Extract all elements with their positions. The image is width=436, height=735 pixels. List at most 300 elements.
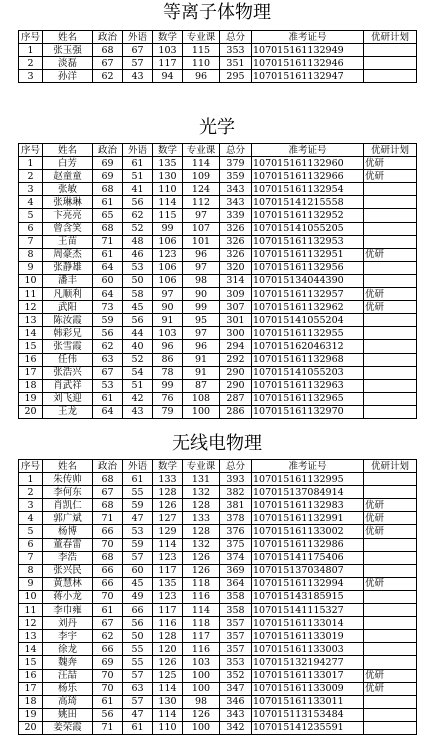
cell-index: 14 [19, 643, 43, 656]
section-title: 无线电物理 [172, 433, 262, 454]
cell-plan [364, 486, 417, 499]
header-col-plan: 优研计划 [364, 31, 417, 44]
cell-plan [364, 222, 417, 235]
cell-major-course: 112 [183, 196, 220, 209]
cell-politics: 61 [93, 392, 123, 405]
cell-total: 292 [220, 353, 252, 366]
cell-plan [364, 564, 417, 577]
cell-exam-id: 107015161132968 [252, 353, 364, 366]
cell-plan: 优研 [364, 170, 417, 183]
cell-exam-id: 107015161132956 [252, 261, 364, 274]
cell-plan [364, 643, 417, 656]
cell-major-course: 97 [183, 327, 220, 340]
cell-total: 352 [220, 669, 252, 682]
cell-math: 117 [153, 564, 183, 577]
cell-politics: 56 [93, 327, 123, 340]
cell-politics: 68 [93, 222, 123, 235]
cell-name: 黄慧林 [43, 577, 93, 590]
cell-exam-id: 107015161132954 [252, 183, 364, 196]
cell-total: 364 [220, 577, 252, 590]
cell-total: 346 [220, 695, 252, 708]
table-row [19, 590, 417, 603]
cell-foreign-language: 58 [123, 288, 153, 301]
cell-politics: 68 [93, 44, 123, 57]
table-body [19, 157, 417, 419]
cell-total: 358 [220, 590, 252, 603]
cell-total: 295 [220, 70, 252, 83]
cell-plan: 优研 [364, 157, 417, 170]
header-col-exam-id: 准考证号 [252, 460, 364, 473]
cell-foreign-language: 55 [123, 486, 153, 499]
cell-major-course: 99 [183, 301, 220, 314]
cell-index: 1 [19, 44, 43, 57]
cell-math: 126 [153, 656, 183, 669]
table-row [19, 353, 417, 366]
cell-index: 9 [19, 577, 43, 590]
cell-total: 326 [220, 248, 252, 261]
header-row [19, 31, 417, 44]
cell-index: 17 [19, 682, 43, 695]
cell-name: 汪喆 [43, 669, 93, 682]
cell-major-course: 126 [183, 551, 220, 564]
cell-plan: 优研 [364, 525, 417, 538]
cell-name: 白芳 [43, 157, 93, 170]
cell-major-course: 100 [183, 682, 220, 695]
cell-math: 114 [153, 196, 183, 209]
header-col-math: 数学 [153, 31, 183, 44]
cell-exam-id: 107015161132983 [252, 499, 364, 512]
cell-name: 潘丰 [43, 274, 93, 287]
cell-total: 314 [220, 274, 252, 287]
cell-index: 17 [19, 366, 43, 379]
cell-exam-id: 107015161133017 [252, 669, 364, 682]
cell-name: 李巾雍 [43, 604, 93, 617]
header-col-index: 序号 [19, 144, 43, 157]
cell-foreign-language: 47 [123, 512, 153, 525]
cell-name: 张敏 [43, 183, 93, 196]
table-row [19, 366, 417, 379]
cell-foreign-language: 52 [123, 353, 153, 366]
cell-name: 凡顺利 [43, 288, 93, 301]
cell-major-course: 100 [183, 721, 220, 734]
header-col-index: 序号 [19, 460, 43, 473]
cell-foreign-language: 66 [123, 604, 153, 617]
cell-name: 肖武祥 [43, 379, 93, 392]
cell-exam-id: 107015132194277 [252, 656, 364, 669]
cell-index: 8 [19, 564, 43, 577]
cell-name: 孙洋 [43, 70, 93, 83]
cell-math: 91 [153, 314, 183, 327]
cell-plan [364, 604, 417, 617]
cell-name: 朱传帅 [43, 473, 93, 486]
cell-name: 高琦 [43, 695, 93, 708]
cell-foreign-language: 56 [123, 314, 153, 327]
cell-major-course: 131 [183, 473, 220, 486]
cell-plan: 优研 [364, 577, 417, 590]
cell-politics: 67 [93, 366, 123, 379]
table-row [19, 392, 417, 405]
cell-name: 李浩 [43, 551, 93, 564]
cell-name: 张琳琳 [43, 196, 93, 209]
cell-plan [364, 695, 417, 708]
cell-exam-id: 107015137034807 [252, 564, 364, 577]
cell-index: 20 [19, 721, 43, 734]
cell-major-course: 97 [183, 209, 220, 222]
table-row [19, 44, 417, 57]
cell-exam-id: 107015161132960 [252, 157, 364, 170]
cell-math: 120 [153, 643, 183, 656]
cell-plan [364, 274, 417, 287]
cell-math: 99 [153, 222, 183, 235]
cell-index: 2 [19, 170, 43, 183]
table-row [19, 604, 417, 617]
cell-major-course: 115 [183, 44, 220, 57]
cell-politics: 71 [93, 512, 123, 525]
table-row [19, 196, 417, 209]
cell-plan [364, 70, 417, 83]
header-col-plan: 优研计划 [364, 144, 417, 157]
table-row [19, 222, 417, 235]
cell-math: 129 [153, 525, 183, 538]
header-row [19, 144, 417, 157]
header-col-foreign-language: 外语 [123, 31, 153, 44]
cell-math: 76 [153, 392, 183, 405]
cell-math: 103 [153, 327, 183, 340]
cell-major-course: 118 [183, 577, 220, 590]
table-row [19, 405, 417, 418]
cell-plan: 优研 [364, 301, 417, 314]
table-row [19, 525, 417, 538]
cell-politics: 61 [93, 248, 123, 261]
cell-name: 姚田 [43, 708, 93, 721]
table-header [19, 31, 417, 44]
cell-foreign-language: 56 [123, 196, 153, 209]
cell-major-course: 128 [183, 499, 220, 512]
cell-index: 2 [19, 57, 43, 70]
cell-foreign-language: 59 [123, 499, 153, 512]
table-row [19, 695, 417, 708]
cell-name: 姜荣霞 [43, 721, 93, 734]
header-col-exam-id: 准考证号 [252, 144, 364, 157]
table-row [19, 301, 417, 314]
cell-politics: 68 [93, 551, 123, 564]
table-row [19, 643, 417, 656]
cell-index: 3 [19, 70, 43, 83]
cell-major-course: 117 [183, 630, 220, 643]
cell-major-course: 91 [183, 353, 220, 366]
section-radio-physics [18, 433, 416, 735]
cell-politics: 68 [93, 473, 123, 486]
cell-name: 王龙 [43, 405, 93, 418]
cell-math: 114 [153, 682, 183, 695]
cell-total: 378 [220, 512, 252, 525]
header-row [19, 460, 417, 473]
cell-plan [364, 405, 417, 418]
cell-math: 114 [153, 538, 183, 551]
cell-politics: 73 [93, 301, 123, 314]
table-row [19, 538, 417, 551]
cell-math: 115 [153, 209, 183, 222]
cell-exam-id: 107015143185915 [252, 590, 364, 603]
cell-name: 郭广斌 [43, 512, 93, 525]
cell-politics: 61 [93, 604, 123, 617]
cell-plan [364, 235, 417, 248]
table-body [19, 44, 417, 83]
cell-foreign-language: 46 [123, 248, 153, 261]
cell-total: 353 [220, 656, 252, 669]
cell-politics: 60 [93, 274, 123, 287]
cell-total: 287 [220, 392, 252, 405]
cell-politics: 70 [93, 590, 123, 603]
cell-major-course: 132 [183, 486, 220, 499]
cell-foreign-language: 63 [123, 682, 153, 695]
cell-major-course: 98 [183, 274, 220, 287]
cell-name: 张浩兴 [43, 366, 93, 379]
cell-exam-id: 107015161132962 [252, 301, 364, 314]
cell-exam-id: 107015161133003 [252, 643, 364, 656]
cell-exam-id: 107015161132949 [252, 44, 364, 57]
cell-index: 6 [19, 222, 43, 235]
cell-index: 7 [19, 235, 43, 248]
cell-index: 1 [19, 157, 43, 170]
cell-name: 魏奔 [43, 656, 93, 669]
cell-index: 2 [19, 486, 43, 499]
header-col-politics: 政治 [93, 144, 123, 157]
cell-total: 357 [220, 643, 252, 656]
cell-index: 14 [19, 327, 43, 340]
cell-politics: 66 [93, 525, 123, 538]
cell-total: 342 [220, 721, 252, 734]
cell-name: 蒋小龙 [43, 590, 93, 603]
cell-foreign-language: 55 [123, 643, 153, 656]
cell-exam-id: 107015161132995 [252, 473, 364, 486]
cell-name: 周豪杰 [43, 248, 93, 261]
cell-index: 8 [19, 248, 43, 261]
table-header [19, 144, 417, 157]
cell-plan [364, 327, 417, 340]
cell-major-course: 110 [183, 57, 220, 70]
cell-total: 347 [220, 682, 252, 695]
table-row [19, 340, 417, 353]
cell-major-course: 109 [183, 170, 220, 183]
cell-politics: 53 [93, 379, 123, 392]
cell-math: 127 [153, 512, 183, 525]
cell-politics: 61 [93, 695, 123, 708]
cell-index: 3 [19, 183, 43, 196]
cell-foreign-language: 51 [123, 170, 153, 183]
cell-index: 18 [19, 379, 43, 392]
cell-name: 杨乐 [43, 682, 93, 695]
cell-total: 343 [220, 183, 252, 196]
cell-plan [364, 209, 417, 222]
cell-index: 19 [19, 708, 43, 721]
cell-total: 379 [220, 157, 252, 170]
cell-politics: 70 [93, 682, 123, 695]
cell-foreign-language: 67 [123, 44, 153, 57]
cell-total: 300 [220, 327, 252, 340]
cell-total: 382 [220, 486, 252, 499]
cell-exam-id: 107015141215558 [252, 196, 364, 209]
score-table [18, 30, 417, 83]
table-row [19, 630, 417, 643]
section-optics [18, 117, 416, 419]
cell-politics: 66 [93, 643, 123, 656]
cell-index: 10 [19, 274, 43, 287]
cell-math: 114 [153, 708, 183, 721]
cell-total: 351 [220, 57, 252, 70]
cell-exam-id: 107015161132970 [252, 405, 364, 418]
cell-plan [364, 353, 417, 366]
cell-plan: 优研 [364, 499, 417, 512]
cell-politics: 71 [93, 235, 123, 248]
cell-name: 张玉强 [43, 44, 93, 57]
cell-index: 20 [19, 405, 43, 418]
cell-math: 99 [153, 379, 183, 392]
cell-major-course: 91 [183, 366, 220, 379]
cell-index: 10 [19, 590, 43, 603]
table-row [19, 157, 417, 170]
cell-math: 116 [153, 617, 183, 630]
table-body [19, 473, 417, 735]
cell-total: 359 [220, 170, 252, 183]
cell-plan [364, 57, 417, 70]
cell-foreign-language: 55 [123, 656, 153, 669]
cell-major-course: 114 [183, 604, 220, 617]
cell-math: 130 [153, 170, 183, 183]
cell-exam-id: 107015161133011 [252, 695, 364, 708]
cell-math: 135 [153, 577, 183, 590]
cell-exam-id: 107015161132946 [252, 57, 364, 70]
cell-total: 374 [220, 551, 252, 564]
header-col-name: 姓名 [43, 31, 93, 44]
cell-total: 353 [220, 44, 252, 57]
table-row [19, 656, 417, 669]
cell-index: 5 [19, 525, 43, 538]
cell-major-course: 118 [183, 617, 220, 630]
cell-exam-id: 107015162046312 [252, 340, 364, 353]
table-row [19, 235, 417, 248]
cell-name: 刘飞迎 [43, 392, 93, 405]
cell-total: 301 [220, 314, 252, 327]
cell-exam-id: 107015134044390 [252, 274, 364, 287]
header-col-foreign-language: 外语 [123, 460, 153, 473]
table-row [19, 564, 417, 577]
cell-major-course: 97 [183, 261, 220, 274]
cell-plan [364, 721, 417, 734]
table-row [19, 473, 417, 486]
cell-total: 376 [220, 525, 252, 538]
cell-math: 106 [153, 274, 183, 287]
cell-foreign-language: 56 [123, 617, 153, 630]
cell-name: 张兴民 [43, 564, 93, 577]
cell-index: 9 [19, 261, 43, 274]
cell-exam-id: 107015161133014 [252, 617, 364, 630]
cell-name: 赵童童 [43, 170, 93, 183]
cell-exam-id: 107015161132953 [252, 235, 364, 248]
cell-major-course: 132 [183, 538, 220, 551]
cell-politics: 65 [93, 209, 123, 222]
cell-exam-id: 107015141055203 [252, 366, 364, 379]
cell-total: 357 [220, 617, 252, 630]
cell-exam-id: 107015161133019 [252, 630, 364, 643]
cell-plan [364, 538, 417, 551]
cell-foreign-language: 60 [123, 564, 153, 577]
table-row [19, 183, 417, 196]
cell-major-course: 124 [183, 183, 220, 196]
cell-politics: 62 [93, 70, 123, 83]
cell-total: 326 [220, 222, 252, 235]
cell-plan [364, 196, 417, 209]
cell-exam-id: 107015161132963 [252, 379, 364, 392]
cell-total: 307 [220, 301, 252, 314]
cell-foreign-language: 42 [123, 392, 153, 405]
cell-plan [364, 261, 417, 274]
cell-math: 135 [153, 157, 183, 170]
cell-math: 103 [153, 44, 183, 57]
cell-name: 张静雄 [43, 261, 93, 274]
cell-math: 117 [153, 604, 183, 617]
cell-index: 13 [19, 314, 43, 327]
header-col-name: 姓名 [43, 460, 93, 473]
table-row [19, 551, 417, 564]
cell-math: 94 [153, 70, 183, 83]
cell-foreign-language: 50 [123, 274, 153, 287]
cell-math: 117 [153, 57, 183, 70]
section-title: 等离子体物理 [163, 2, 271, 23]
cell-total: 369 [220, 564, 252, 577]
cell-name: 杨博 [43, 525, 93, 538]
cell-plan: 优研 [364, 669, 417, 682]
cell-foreign-language: 44 [123, 327, 153, 340]
cell-index: 5 [19, 209, 43, 222]
cell-politics: 70 [93, 538, 123, 551]
cell-plan [364, 473, 417, 486]
cell-major-course: 98 [183, 695, 220, 708]
cell-plan: 优研 [364, 682, 417, 695]
cell-foreign-language: 45 [123, 577, 153, 590]
cell-total: 343 [220, 708, 252, 721]
cell-math: 128 [153, 630, 183, 643]
cell-foreign-language: 40 [123, 340, 153, 353]
cell-index: 11 [19, 288, 43, 301]
cell-total: 357 [220, 630, 252, 643]
cell-math: 90 [153, 301, 183, 314]
cell-total: 309 [220, 288, 252, 301]
cell-politics: 69 [93, 656, 123, 669]
cell-foreign-language: 61 [123, 473, 153, 486]
cell-major-course: 114 [183, 157, 220, 170]
cell-math: 128 [153, 486, 183, 499]
cell-plan [364, 708, 417, 721]
cell-politics: 70 [93, 669, 123, 682]
table-header [19, 460, 417, 473]
table-row [19, 314, 417, 327]
cell-exam-id: 107015161132966 [252, 170, 364, 183]
cell-exam-id: 107015161133002 [252, 525, 364, 538]
cell-foreign-language: 57 [123, 57, 153, 70]
table-row [19, 170, 417, 183]
cell-major-course: 116 [183, 590, 220, 603]
table-row [19, 261, 417, 274]
cell-index: 3 [19, 499, 43, 512]
cell-politics: 59 [93, 314, 123, 327]
cell-foreign-language: 54 [123, 366, 153, 379]
cell-politics: 68 [93, 183, 123, 196]
cell-total: 393 [220, 473, 252, 486]
cell-math: 97 [153, 288, 183, 301]
cell-name: 卞亮亮 [43, 209, 93, 222]
cell-foreign-language: 59 [123, 538, 153, 551]
